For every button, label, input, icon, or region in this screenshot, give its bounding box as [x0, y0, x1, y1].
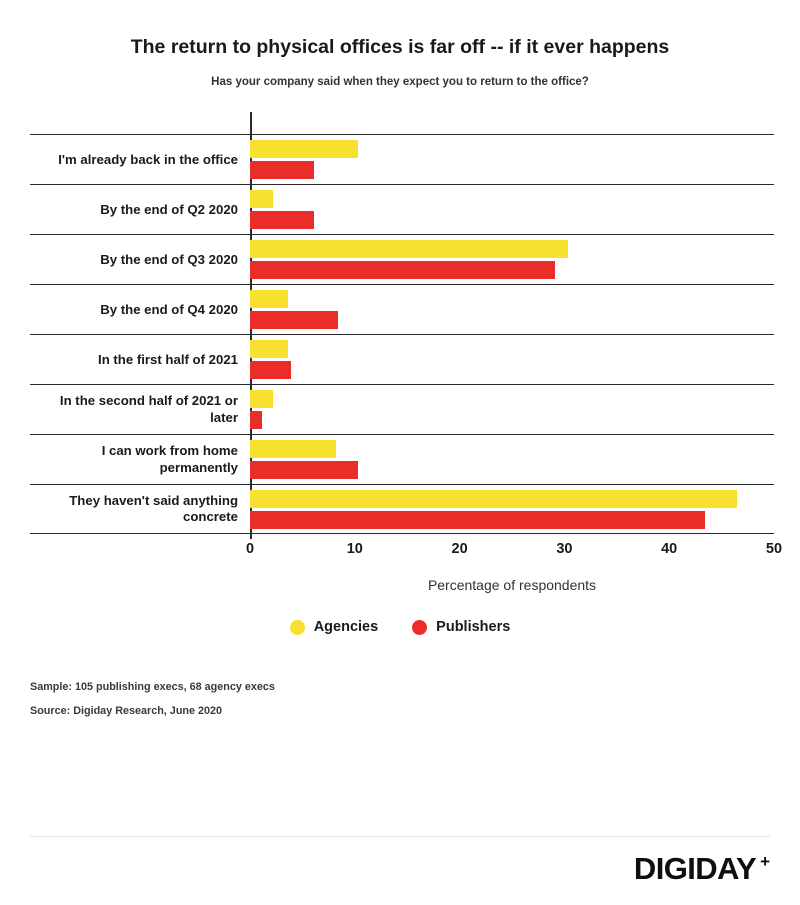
brand-plus-icon: +: [760, 852, 770, 871]
bar-rows: [30, 134, 774, 534]
category-label: I can work from home permanently: [101, 443, 238, 475]
legend-item-publishers: [412, 619, 510, 635]
digiday-logo: [634, 851, 770, 887]
bar-chart: [0, 112, 800, 594]
category-label: They haven't said anything concrete: [69, 492, 238, 525]
footnotes: [30, 681, 800, 717]
category-label: By the end of Q4 2020: [100, 301, 238, 317]
bar-agencies: [250, 440, 336, 458]
bar-row: [30, 184, 774, 234]
category-label: In the second half of 2021 or later: [59, 393, 238, 425]
bar-agencies: [250, 240, 568, 258]
brand-wordmark: DIGIDAY: [633, 851, 757, 886]
bar-agencies: [250, 490, 737, 508]
category-label: I'm already back in the office: [58, 151, 238, 167]
x-tick-label: 0: [245, 541, 255, 558]
legend-item-agencies: [290, 619, 378, 635]
x-axis: [245, 539, 783, 567]
bar-agencies: [250, 140, 358, 158]
legend-swatch-agencies: [290, 620, 305, 635]
bar-publishers: [250, 511, 705, 529]
category-label: In the first half of 2021: [98, 351, 238, 367]
bar-group: [250, 285, 774, 334]
bar-publishers: [250, 211, 314, 229]
x-axis-label: Percentage of respondents: [427, 577, 597, 594]
legend-swatch-publishers: [412, 620, 427, 635]
bar-publishers: [250, 411, 262, 429]
x-tick-label: 10: [346, 541, 363, 558]
x-tick-label: 30: [556, 541, 573, 558]
x-tick-label: 20: [451, 541, 468, 558]
category-label: By the end of Q3 2020: [100, 251, 238, 267]
x-tick-label: 50: [765, 541, 783, 558]
bar-publishers: [250, 311, 338, 329]
bar-row: [30, 234, 774, 284]
legend-label-publishers: Publishers: [436, 619, 511, 636]
note-sample: Sample: 105 publishing execs, 68 agency execs: [30, 681, 275, 694]
bar-group: [250, 135, 774, 184]
bar-row: [30, 484, 774, 534]
page-title: The return to physical offices is far off -- if it ever happens: [130, 36, 670, 58]
bar-group: [250, 235, 774, 284]
bar-group: [250, 435, 774, 484]
bar-publishers: [250, 461, 358, 479]
footer-divider: [30, 836, 770, 837]
bar-publishers: [250, 161, 314, 179]
chart-subtitle: Has your company said when they expect you to return to the office?: [211, 76, 589, 89]
chart-legend: [0, 619, 800, 635]
bar-publishers: [250, 261, 555, 279]
bar-group: [250, 385, 774, 434]
bar-agencies: [250, 390, 273, 408]
bar-row: [30, 334, 774, 384]
bar-agencies: [250, 290, 288, 308]
bar-group: [250, 185, 774, 234]
bar-row: [30, 284, 774, 334]
bar-row: [30, 384, 774, 434]
chart-page: [0, 36, 800, 905]
bar-group: [250, 335, 774, 384]
plot-area: [30, 112, 783, 594]
bar-publishers: [250, 361, 291, 379]
bar-agencies: [250, 190, 273, 208]
bar-row: [30, 434, 774, 484]
category-label: By the end of Q2 2020: [100, 201, 238, 217]
bar-row: [30, 134, 774, 184]
x-tick-label: 40: [661, 541, 678, 558]
bar-agencies: [250, 340, 288, 358]
legend-label-agencies: Agencies: [313, 619, 379, 636]
note-source: Source: Digiday Research, June 2020: [30, 705, 223, 718]
bar-group: [250, 485, 774, 533]
